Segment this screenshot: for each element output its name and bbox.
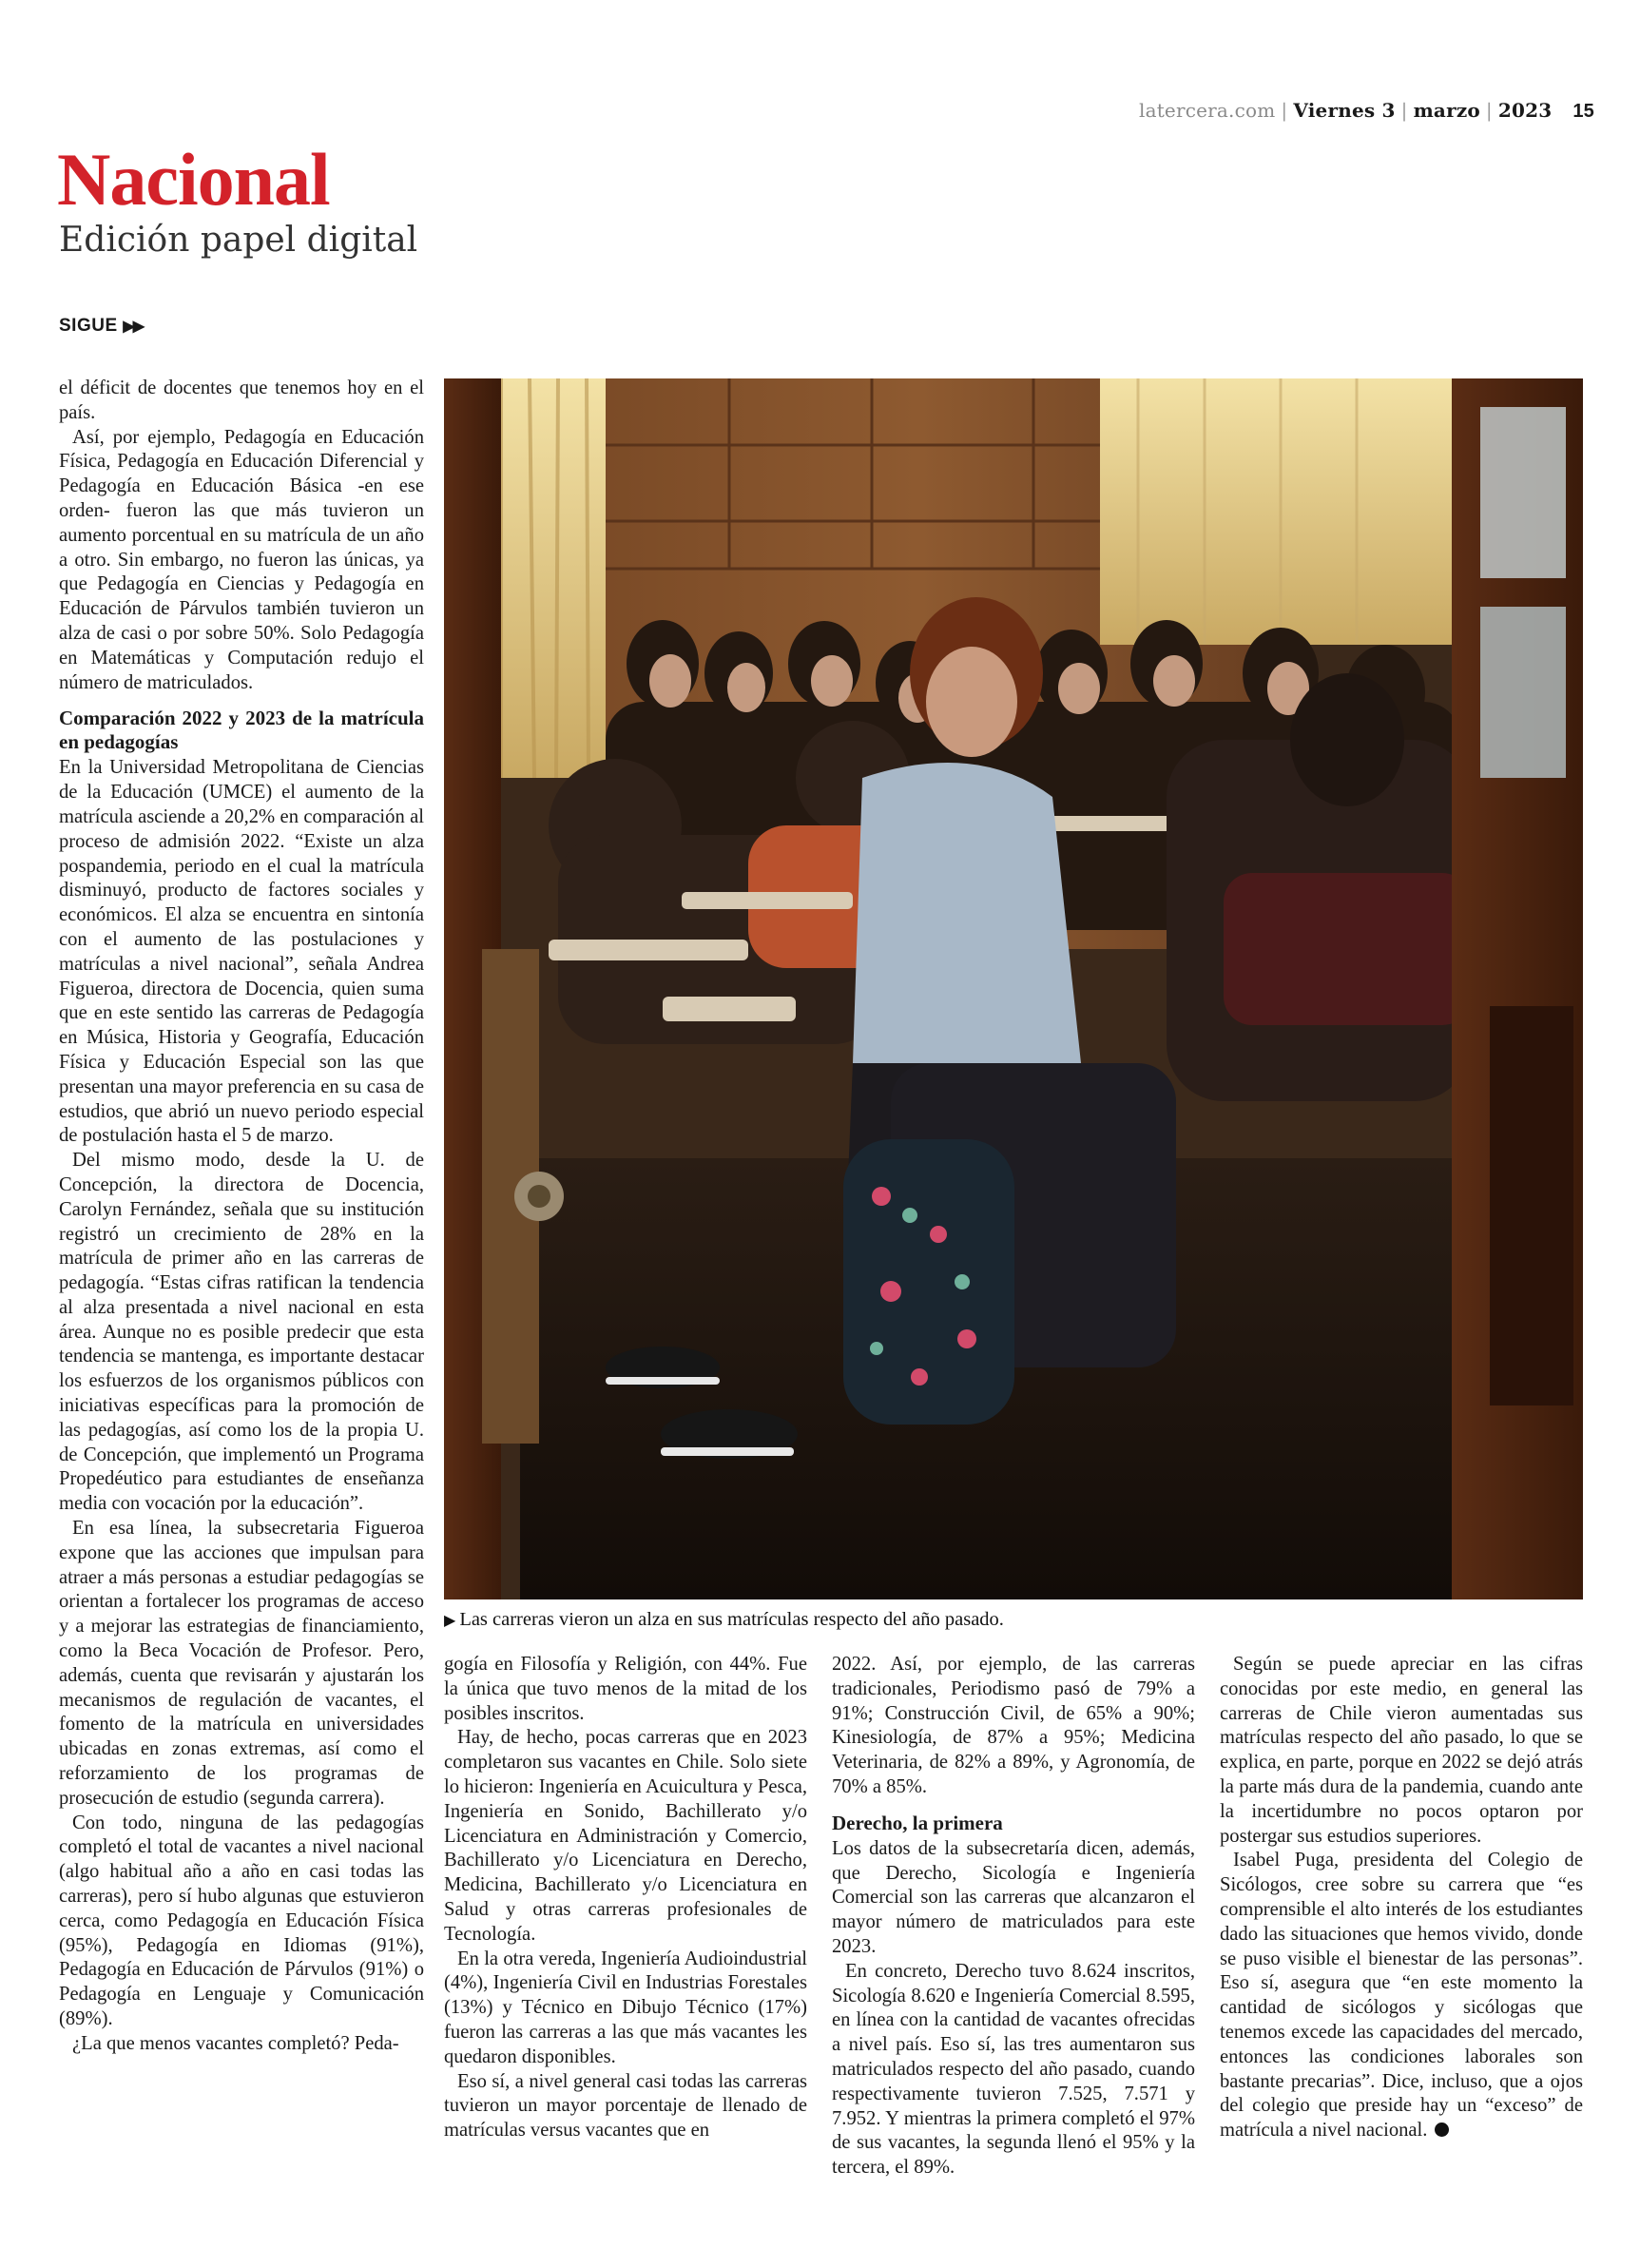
paragraph: 2022. Así, por ejemplo, de las carreras tradicionales, Periodismo pasó de 79% a 91%; Construcción Civil, de 65% a 90%; Kinesiología, de 87% a 95%; Medicina Veterinaria, de 82% a 89%, y Agronomía, de 70% a 85%. — [832, 1654, 1195, 1797]
paragraph: el déficit de docentes que tenemos hoy en el país. — [59, 378, 424, 423]
paragraph: Hay, de hecho, pocas carreras que en 2023 completaron sus vacantes en Chile. Solo siete lo hicieron: Ingeniería en Acuicultura y Pesca, Ingeniería en Sonido, Bachillerato y/o Licenciatura en Administración y Comercio, Bachillerato y/o Licenciatura en Derecho, Medicina, Bachillerato y/o Licenciatura en Salud y otras carreras profesionales de Tecnología. — [444, 1727, 807, 1945]
paragraph: Según se puede apreciar en las cifras conocidas por este medio, en general las carreras de Chile vieron aumentadas sus matrículas respecto del año pasado, lo que se explica, en parte, porque en 2022 se dejó atrás la parte más dura de la pandemia, cuando ante la incertidumbre no pocos optaron por postergar sus estudios superiores. — [1220, 1654, 1583, 1847]
paragraph: gogía en Filosofía y Religión, con 44%. Fue la única que tuvo menos de la mitad de los posibles inscritos. — [444, 1654, 807, 1724]
continued-marker — [59, 316, 143, 337]
article-column-1 — [59, 377, 424, 2057]
paragraph: ¿La que menos vacantes completó? Peda- — [72, 2032, 399, 2054]
page-number: 15 — [1572, 101, 1594, 122]
section-subtitle: Edición papel digital — [59, 221, 418, 260]
article-column-3 — [832, 1653, 1195, 2181]
photo-caption — [444, 1609, 1004, 1631]
page-folio: latercera.com | Viernes 3 | marzo | 2023 15 — [1138, 99, 1594, 122]
article-photo — [444, 378, 1583, 1599]
paragraph: Eso sí, a nivel general casi todas las carreras tuvieron un mayor porcentaje de llenado de matrículas versus vacantes que en — [444, 2070, 807, 2142]
caption-marker-icon: ▶ — [444, 1613, 456, 1629]
site-url[interactable]: latercera.com — [1138, 99, 1276, 122]
subheading: Derecho, la primera — [832, 1811, 1003, 1834]
subheading: Comparación 2022 y 2023 de la matrícula en pedagogías — [59, 707, 424, 754]
paragraph: En concreto, Derecho tuvo 8.624 inscritos, Sicología 8.620 e Ingeniería Comercial 8.595, en línea con la cantidad de vacantes ofrecidas a nivel país. Eso sí, las tres aumentaron sus matriculados respecto del año pasado, cuando respectivamente tuvieron 7.525, 7.571 y 7.952. Y mientras la primera completó el 97% de sus vacantes, la segunda llenó el 95% y la tercera, el 89%. — [832, 1960, 1195, 2179]
folio-year: 2023 — [1497, 99, 1553, 122]
paragraph: Con todo, ninguna de las pedagogías completó el total de vacantes a nivel nacional (algo habitual año a año en casi todas las carreras), pero sí hubo algunas que estuvieron cerca, como Pedagogía en Educación Física (95%), Pedagogía en Idiomas (91%), Pedagogía en Educación de Párvulos (91%) o Pedagogía en Lenguaje y Comunicación (89%). — [59, 1812, 424, 2029]
article-column-2 — [444, 1653, 807, 2143]
folio-month: marzo — [1413, 99, 1480, 122]
folio-weekday: Viernes 3 — [1293, 99, 1396, 122]
continued-arrows-icon: ▶▶ — [123, 319, 144, 335]
end-of-article-icon — [1435, 2123, 1449, 2137]
paragraph — [1220, 1849, 1583, 2143]
paragraph-text: Isabel Puga, presidenta del Colegio de Sicólogos, cree sobre su carrera que “es comprensible el alto interés de los estudiantes dado las situaciones que hemos vivido, donde se puso visible el bienestar de las personas”. Eso sí, asegura que “en este momento la cantidad de sicólogos y sicólogas que tenemos excede las capacidades del mercado, entonces las condiciones laborales son bastante precarias”. Dice, incluso, que a ojos del colegio que preside hay un “exceso” de matrícula a nivel nacional. — [1220, 1850, 1583, 2142]
paragraph: Así, por ejemplo, Pedagogía en Educación Física, Pedagogía en Educación Diferencial y Pedagogía en Educación Básica -en ese orden- fueron las que más tuvieron un aumento porcentual en su matrícula de un año a otro. Sin embargo, no fueron las únicas, ya que Pedagogía en Ciencias y Pedagogía en Educación de Párvulos también tuvieron un alza de casi o por sobre 50%. Solo Pedagogía en Matemáticas y Computación redujo el número de matriculados. — [59, 426, 424, 693]
paragraph: En la otra vereda, Ingeniería Audioindustrial (4%), Ingeniería Civil en Industrias Forestales (13%) y Técnico en Dibujo Técnico (17%) fueron las carreras a las que más vacantes les quedaron disponibles. — [444, 1948, 807, 2067]
paragraph: En la Universidad Metropolitana de Ciencias de la Educación (UMCE) el aumento de la matrícula asciende a 20,2% en comparación al proceso de admisión 2022. “Existe un alza pospandemia, periodo en el cual la matrícula disminuyó, producto de factores sociales y económicos. El alza se encuentra en sintonía con el aumento de las postulaciones y matrículas a nivel nacional”, señala Andrea Figueroa, directora de Docencia, quien suma que en este sentido las carreras de Pedagogía en Música, Historia y Geografía, Educación Física y Educación Especial son las que presentan una mayor preferencia en su casa de estudios, que abrió un nuevo periodo especial de postulación hasta el 5 de marzo. — [59, 757, 424, 1147]
article-column-4 — [1220, 1653, 1583, 2143]
paragraph: Los datos de la subsecretaría dicen, además, que Derecho, Sicología e Ingeniería Comercial son las carreras que alcanzaron el mayor número de matriculados para este 2023. — [832, 1837, 1195, 1957]
continued-label: SIGUE — [59, 316, 118, 336]
section-title: Nacional — [57, 138, 330, 221]
caption-text: Las carreras vieron un alza en sus matrículas respecto del año pasado. — [459, 1609, 1004, 1630]
paragraph: Del mismo modo, desde la U. de Concepción, la directora de Docencia, Carolyn Fernández, señala que su institución registró un crecimiento de 28% en la matrícula de primer año en las carreras de pedagogía. “Estas cifras ratifican la tendencia al alza presentada a nivel nacional en esta área. Aunque no es posible predecir que esta tendencia se mantenga, es importante destacar los esfuerzos de los organismos públicos con iniciativas específicas para la promoción de las pedagogías, así como los de la propia U. de Concepción, que implementó un Programa Propedéutico para estudiantes de enseñanza media con vocación por la educación”. — [59, 1150, 424, 1515]
paragraph: En esa línea, la subsecretaria Figueroa expone que las acciones que impulsan para atraer a más personas a estudiar pedagogías se orientan a fortalecer los programas de acceso y a mejorar las estrategias de financiamiento, como la Beca Vocación de Profesor. Pero, además, cuenta que revisarán y ajustarán los mecanismos de regulación de vacantes, el fomento de la matrícula en universidades ubicadas en zonas extremas, así como el reforzamiento de los programas de prosecución de estudio (segunda carrera). — [59, 1518, 424, 1809]
